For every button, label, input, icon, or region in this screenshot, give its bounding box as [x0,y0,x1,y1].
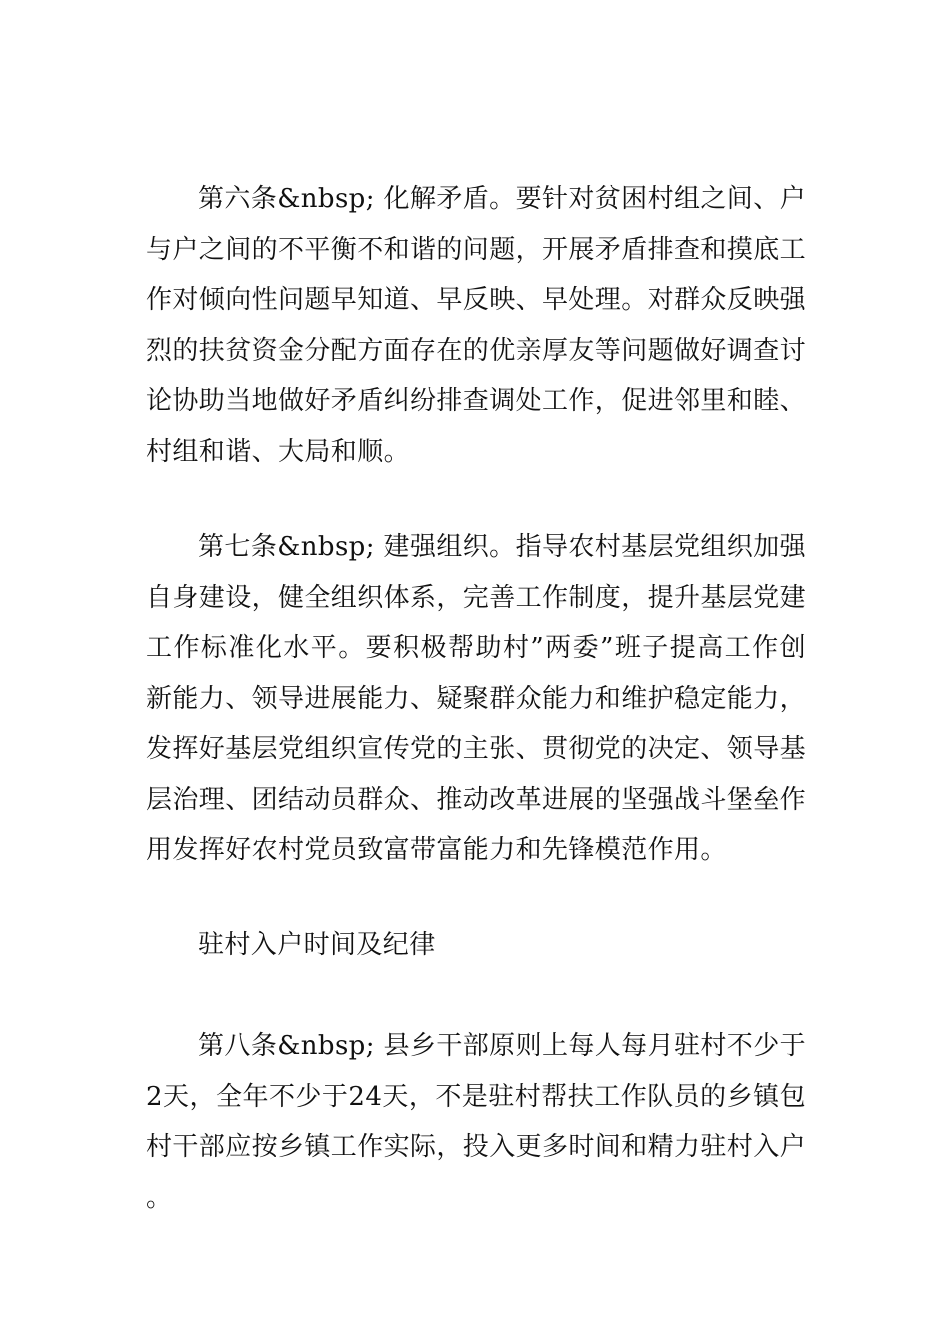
article-8-paragraph: 第八条&nbsp; 县乡干部原则上每人每月驻村不少于2天，全年不少于24天，不是驻村帮扶工作队员的乡镇包村干部应按乡镇工作实际，投入更多时间和精力驻村入户。 [146,1031,807,1213]
article-6-paragraph: 第六条&nbsp; 化解矛盾。要针对贫困村组之间、户与户之间的不平衡不和谐的问题，开展矛盾排查和摸底工作对倾向性问题早知道、早反映、早处理。对群众反映强烈的扶贫资金分配方面存在的优亲厚友等问题做好调查讨论协助当地做好矛盾纠纷排查调处工作，促进邻里和睦、村组和谐、大局和顺。 [146,184,807,467]
article-7-paragraph: 第七条&nbsp; 建强组织。指导农村基层党组织加强自身建设，健全组织体系，完善工作制度，提升基层党建工作标准化水平。要积极帮助村”两委”班子提高工作创新能力、领导进展能力、疑聚群众能力和维护稳定能力，发挥好基层党组织宣传党的主张、贯彻党的决定、领导基层治理、团结动员群众、推动改革进展的坚强战斗堡垒作用发挥好农村党员致富带富能力和先锋模范作用。 [146,532,807,865]
section-heading: 驻村入户时间及纪律 [198,930,436,960]
